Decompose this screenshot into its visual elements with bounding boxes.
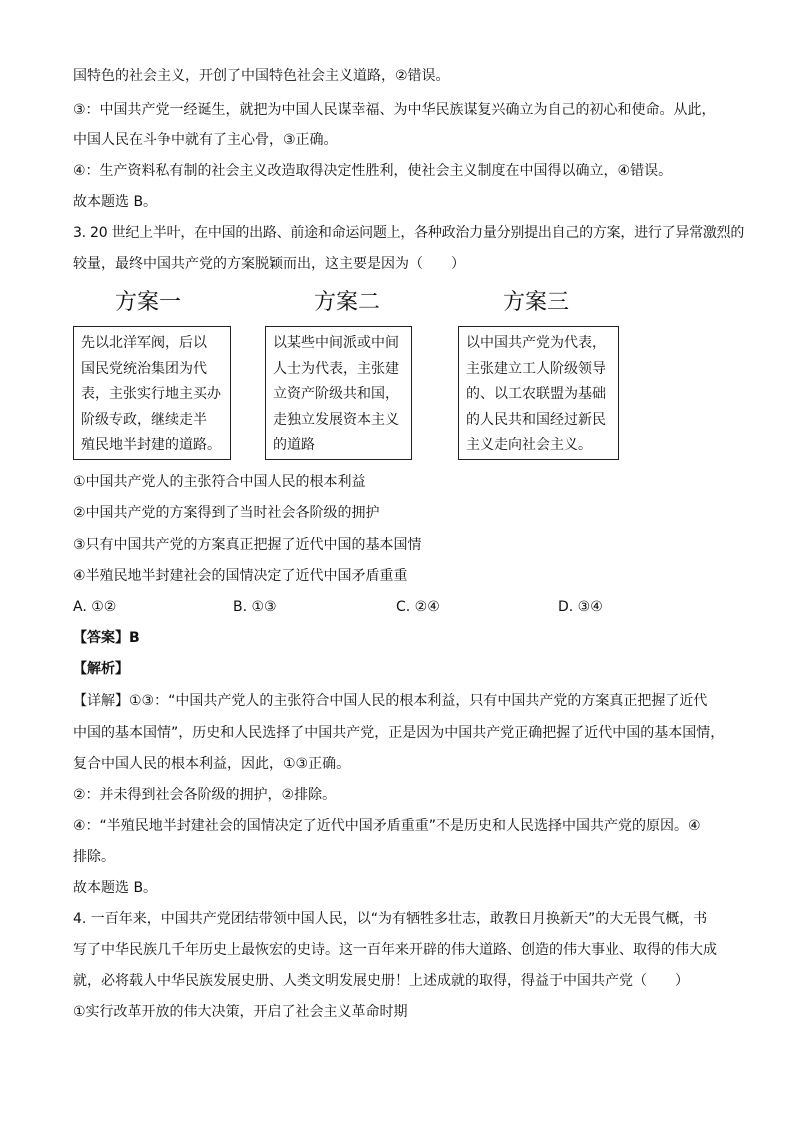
scheme-1-line: 国民党统治集团为代 (81, 360, 207, 377)
scheme-3-line: 的、以工农联盟为基础 (466, 386, 606, 402)
question-4-statement-1: ①实行改革开放的伟大决策，开启了社会主义革命时期 (73, 1004, 408, 1020)
statement-1: ①中国共产党人的主张符合中国人民的根本利益 (73, 474, 366, 490)
scheme-3-line: 的人民共和国经过新民 (466, 411, 606, 428)
question-4-stem: 就，必将载人中华民族发展史册、人类文明发展史册！上述成就的取得，得益于中国共产党（ ） (73, 973, 689, 989)
scheme-3-line: 主张建立工人阶级领导 (466, 360, 606, 377)
scheme-1-line: 先以北洋军阀，后以 (81, 335, 207, 351)
text-line: 中国人民在斗争中就有了主心骨，③正确。 (73, 132, 338, 148)
text-line: ③：中国共产党一经诞生，就把为中国人民谋幸福、为中华民族谋复兴确立为自己的初心和使命。从此， (73, 102, 716, 118)
scheme-1-title: 方案一 (115, 290, 182, 315)
option-a: A. ①② (73, 599, 117, 615)
explain-line: 故本题选 B。 (73, 880, 158, 896)
scheme-2-box (265, 326, 412, 460)
explain-line: ②：并未得到社会各阶级的拥护，②排除。 (73, 787, 337, 803)
scheme-1-line: 殖民地半封建的道路。 (81, 437, 221, 453)
option-b: B. ①③ (233, 599, 277, 615)
scheme-1-line: 阶级专政，继续走半 (81, 411, 207, 428)
question-3-stem: 3. 20 世纪上半叶，在中国的出路、前途和命运问题上，各种政治力量分别提出自己的方案，进行了异常激烈的 (73, 225, 745, 241)
question-4-stem: 写了中华民族几千年历史上最恢宏的史诗。这一百年来开辟的伟大道路、创造的伟大事业、取得的伟大成 (73, 942, 717, 958)
scheme-1-line: 表，主张实行地主买办 (81, 386, 221, 402)
option-c: C. ②④ (396, 599, 440, 615)
answer-label: 【答案】B (73, 630, 140, 646)
scheme-2-line: 人士为代表，主张建 (273, 360, 399, 377)
statement-4: ④半殖民地半封建社会的国情决定了近代中国矛盾重重 (73, 568, 408, 584)
explain-line: 中国的基本国情”，历史和人民选择了中国共产党，正是因为中国共产党正确把握了近代中国的基本国情， (73, 725, 725, 741)
question-4-stem: 4. 一百年来，中国共产党团结带领中国人民，以“为有牺牲多壮志，敢教日月换新天”的大无畏气概，书 (73, 911, 708, 927)
scheme-1-box (73, 326, 231, 460)
scheme-3-title: 方案三 (503, 290, 570, 315)
explain-line: 复合中国人民的根本利益，因此，①③正确。 (73, 756, 351, 772)
text-line: 故本题选 B。 (73, 194, 158, 210)
statement-3: ③只有中国共产党的方案真正把握了近代中国的基本国情 (73, 537, 422, 553)
scheme-2-line: 走独立发展资本主义 (273, 411, 399, 428)
analysis-label: 【解析】 (73, 661, 129, 677)
scheme-2-title: 方案二 (314, 290, 381, 315)
scheme-3-line: 以中国共产党为代表， (466, 335, 606, 351)
text-line: ④：生产资料私有制的社会主义改造取得决定性胜利，使社会主义制度在中国得以确立，④错误。 (73, 163, 673, 179)
scheme-2-line: 以某些中间派或中间 (273, 335, 399, 351)
explain-line: 【详解】①③：“中国共产党人的主张符合中国人民的根本利益，只有中国共产党的方案真正把握了近代 (73, 693, 708, 709)
statement-2: ②中国共产党的方案得到了当时社会各阶级的拥护 (73, 505, 380, 521)
text-line: 国特色的社会主义，开创了中国特色社会主义道路，②错误。 (73, 68, 450, 84)
explain-line: 排除。 (73, 849, 115, 865)
question-3-stem: 较量，最终中国共产党的方案脱颖而出，这主要是因为（ ） (73, 256, 465, 272)
scheme-2-line: 的道路 (273, 437, 315, 453)
scheme-3-box (458, 326, 619, 460)
option-d: D. ③④ (558, 599, 603, 615)
scheme-3-line: 主义走向社会主义。 (466, 437, 592, 453)
explain-line: ④：“半殖民地半封建社会的国情决定了近代中国矛盾重重”不是历史和人民选择中国共产党的原因。④ (73, 818, 701, 834)
scheme-2-line: 立资产阶级共和国， (273, 386, 399, 402)
